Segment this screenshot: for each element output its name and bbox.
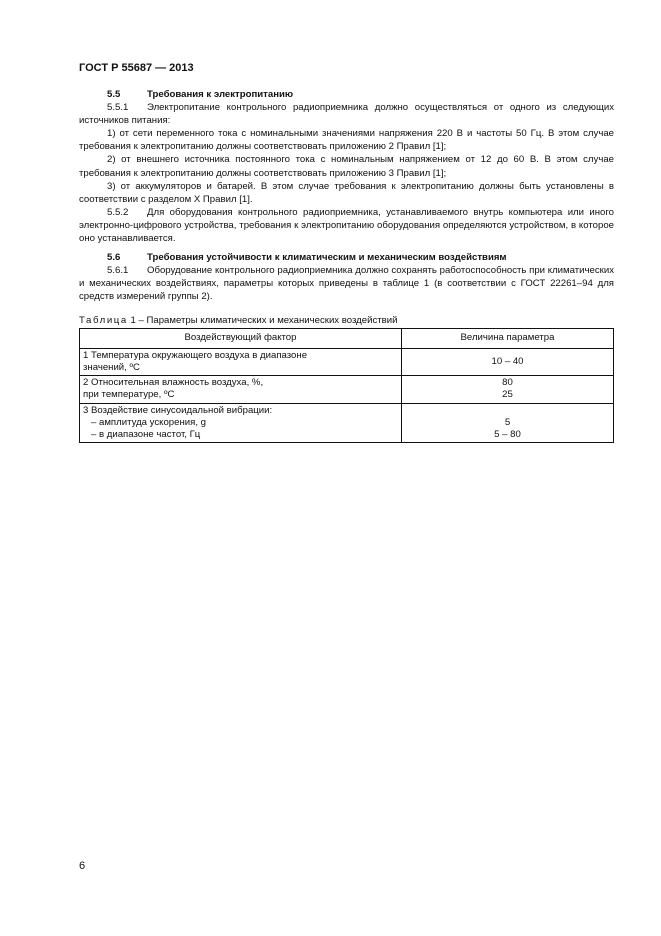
section-title: Требования к электропитанию xyxy=(147,89,294,100)
page-number: 6 xyxy=(79,860,86,872)
section-number: 5.5 xyxy=(107,89,121,100)
section-5-5-heading xyxy=(79,88,614,101)
factor-cell xyxy=(80,348,402,375)
document-header: ГОСТ Р 55687 — 2013 xyxy=(79,62,194,74)
factor-cell xyxy=(80,403,402,443)
value-line: 25 xyxy=(502,389,513,401)
factor-line: – в диапазоне частот, Гц xyxy=(91,429,201,441)
paragraph-5-5-2 xyxy=(79,206,614,245)
table-caption-text: 1 – Параметры климатических и механических воздействий xyxy=(127,314,398,326)
value-cell xyxy=(402,376,614,403)
factor-cell xyxy=(80,376,402,403)
paragraph-text: Электропитание контрольного радиоприемника должно осуществляться от одного из следующих источников питания: xyxy=(79,102,614,127)
column-header-factor: Воздействующий фактор xyxy=(80,328,402,348)
table-caption xyxy=(79,314,614,327)
factor-line: 3 Воздействие синусоидальной вибрации: xyxy=(83,404,273,416)
paragraph-5-5-1 xyxy=(79,101,614,127)
paragraph-number: 5.5.1 xyxy=(107,102,129,114)
section-5-6-heading xyxy=(79,251,614,264)
value-line: 10 – 40 xyxy=(491,355,524,367)
table-row xyxy=(80,376,614,403)
parameters-table xyxy=(79,328,614,444)
table-header-row xyxy=(80,328,614,348)
section-number: 5.6 xyxy=(107,252,121,264)
table-row xyxy=(80,403,614,443)
paragraph-text: Для оборудования контрольного радиоприемника, устанавливаемого внутрь компьютера или иного электронно-цифрового устройства, требования к электропитанию оборудования определяются устройством, в которое оно устанавливается. xyxy=(79,206,614,245)
column-header-value: Величина параметра xyxy=(402,328,614,348)
value-cell xyxy=(402,403,614,443)
factor-line: – амплитуда ускорения, g xyxy=(91,416,206,428)
section-title: Требования устойчивости к климатическим и механическим воздействиям xyxy=(147,252,507,264)
factor-line: 1 Температура окружающего воздуха в диапазоне xyxy=(83,349,308,361)
document-body xyxy=(79,88,614,443)
list-item-2: 2) от внешнего источника постоянного тока с номинальным напряжением от 12 до 60 В. В этом случае требования к электропитанию должны соответствовать приложению 3 Правил [1]; xyxy=(79,154,614,179)
table-label: Таблица xyxy=(79,314,128,326)
value-line: 80 xyxy=(502,377,513,389)
paragraph-text: Оборудование контрольного радиоприемника должно сохранять работоспособность при климатических и механических воздействиях, параметры которых приведены в таблице 1 (в соответствии с ГОСТ 22261–94 для средств измерений группы 2). xyxy=(79,265,614,303)
factor-line: при температуре, ºС xyxy=(83,389,175,401)
list-item-3: 3) от аккумуляторов и батарей. В этом случае требования к электропитанию должны быть установлены в соответствии с разделом X Правил [1]. xyxy=(79,180,614,205)
table-row xyxy=(80,348,614,375)
value-line: 5 – 80 xyxy=(494,429,521,441)
list-item-1: 1) от сети переменного тока с номинальными значениями напряжения 220 В и частоты 50 Гц. В этом случае требования к электропитанию должны соответствовать приложению 2 Правил [1]; xyxy=(79,128,614,153)
value-line: 5 xyxy=(504,416,511,428)
paragraph-number: 5.6.1 xyxy=(107,265,129,277)
value-cell xyxy=(402,348,614,375)
factor-line: 2 Относительная влажность воздуха, %, xyxy=(83,377,264,389)
paragraph-5-6-1 xyxy=(79,264,614,303)
factor-line: значений, ºС xyxy=(83,362,140,373)
paragraph-number: 5.5.2 xyxy=(107,206,129,218)
